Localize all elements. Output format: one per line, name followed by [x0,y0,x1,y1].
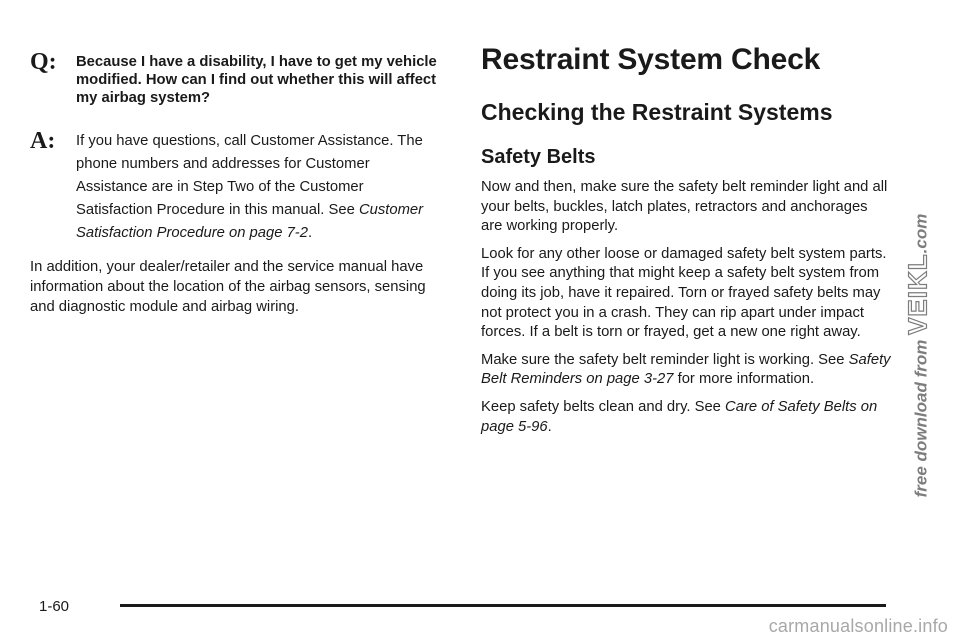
watermark-prefix: free download from [911,339,931,498]
reminder-reference-link[interactable]: Safety Belt Reminders on page 3-27 [481,351,891,388]
section-title: Restraint System Check [481,43,821,76]
left-column [30,50,442,317]
question-block [30,50,442,107]
answer-text [76,130,442,245]
question-mark-label: Q: [30,49,57,75]
paragraph-clean-end: . [547,418,552,435]
watermark-brand: VEIKL [902,253,933,335]
subsection-title: Checking the Restraint Systems [481,99,833,125]
answer-period: . [307,225,313,241]
paragraph-reminder-text: Make sure the safety belt reminder light is working. See [481,351,849,368]
answer-mark-label: A: [30,128,56,154]
dealer-info-paragraph: In addition, your dealer/retailer and the service manual have information about the location of the airbag sensors, sensing and diagnostic module and airbag wiring. [30,259,426,315]
bottom-watermark-url: carmanualsonline.info [768,616,948,636]
watermark-suffix: .com [911,213,931,254]
paragraph-reminder-end: for more information. [673,371,815,388]
answer-reference-link[interactable]: Customer Satisfaction Procedure on page 7-2 [76,202,424,241]
paragraph-clean-belts [481,398,891,437]
topic-heading: Safety Belts [481,146,596,168]
footer-divider [120,604,886,607]
care-reference-link[interactable]: Care of Safety Belts on page 5-96 [481,398,878,435]
paragraph-check-belts: Now and then, make sure the safety belt reminder light and all your belts, buckles, latch plates, retractors and anchorages are working properly. [481,179,888,235]
paragraph-reminder-light [481,351,891,390]
page-number: 1-60 [39,598,70,615]
side-watermark [903,116,934,596]
answer-body: If you have questions, call Customer Assistance. The phone numbers and addresses for Customer Assistance are in Step Two of the Customer Satisfaction Procedure in this manual. See [76,133,423,218]
question-text: Because I have a disability, I have to get my vehicle modified. How can I find out whether this will affect my airbag system? [76,54,437,106]
paragraph-clean-text: Keep safety belts clean and dry. See [481,398,726,415]
paragraph-damaged-parts: Look for any other loose or damaged safety belt system parts. If you see anything that might keep a safety belt system from doing its job, have it repaired. Torn or frayed safety belts may not protect you in a crash. They can rip apart under impact forces. If a belt is torn or frayed, get a new one right away. [481,245,887,341]
right-column [481,42,891,437]
answer-block [30,129,442,245]
